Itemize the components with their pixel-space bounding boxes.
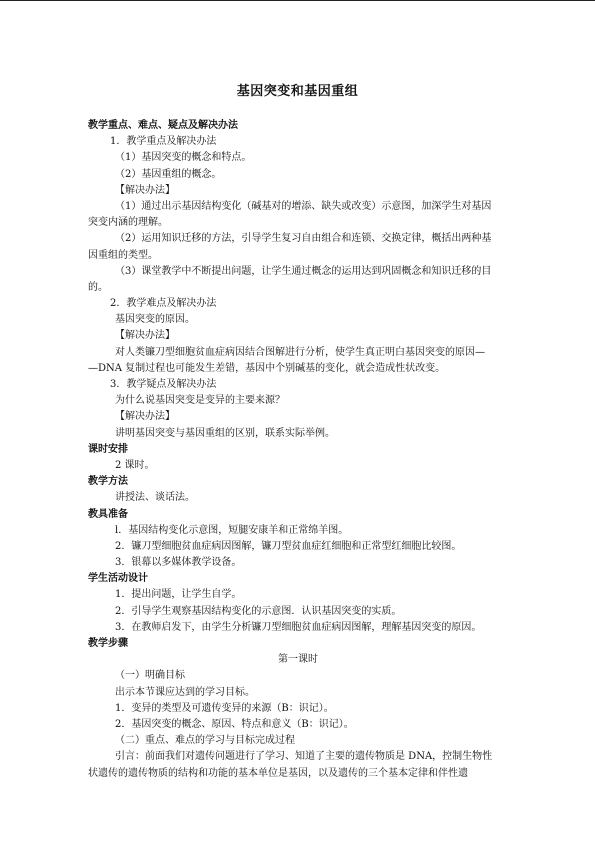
section-heading: 教学方法 xyxy=(88,476,128,488)
text-line: 3．银幕以多媒体教学设备。 xyxy=(115,557,242,569)
text-line: （1）通过出示基因结构变化（碱基对的增添、缺失或改变）示意图，加深学生对基因 xyxy=(115,200,492,212)
text-line: 3．教学疑点及解决办法 xyxy=(110,379,217,390)
text-line: 对人类镰刀型细胞贫血症病因结合图解进行分析，使学生真正明白基因突变的原因— xyxy=(115,346,485,358)
text-line: （1）基因突变的概念和特点。 xyxy=(115,152,252,164)
text-line: （一）明确目标 xyxy=(115,670,185,682)
text-line: （2）运用知识迁移的方法，引导学生复习自由组合和连锁、交换定律，概括出两种基 xyxy=(115,233,492,245)
text-line: 2．引导学生观察基因结构变化的示意图．认识基因突变的实质。 xyxy=(115,605,402,617)
text-line: 2．教学难点及解决办法 xyxy=(110,298,217,310)
page-top-border xyxy=(0,0,595,1)
text-line: —DNA 复制过程也可能发生差错，基因中个别碱基的变化，就会造成性状改变。 xyxy=(88,362,446,374)
text-line: 2．镰刀型细胞贫血症病因图解，镰刀型贫血症红细胞和正常型红细胞比较图。 xyxy=(115,540,462,552)
text-line: 状遗传的遗传物质的结构和功能的基本单位是基因，以及遗传的三个基本定律和伴性遗 xyxy=(88,767,468,779)
text-line: 1．提出问题，让学生自学。 xyxy=(115,589,242,601)
text-line: 的。 xyxy=(88,281,108,293)
section-heading: 教具准备 xyxy=(88,508,128,520)
document-body xyxy=(88,118,508,782)
section-heading: 学生活动设计 xyxy=(88,573,148,585)
text-line: 2 课时。 xyxy=(115,459,155,471)
text-line: 讲明基因突变与基因重组的区别，联系实际举例。 xyxy=(115,427,335,439)
text-line: 引言：前面我们对遗传问题进行了学习、知道了主要的遗传物质是 DNA，控制生物性 xyxy=(115,751,493,763)
text-line: （2）基因重组的概念。 xyxy=(115,168,222,180)
text-line: l．基因结构变化示意图，短腿安康羊和正常绵羊图。 xyxy=(115,524,349,536)
document-title: 基因突变和基因重组 xyxy=(236,84,359,99)
section-heading: 课时安排 xyxy=(88,443,128,455)
text-line: 1．变异的类型及可遗传变异的来源（B：识记）。 xyxy=(115,702,334,714)
section-heading: 教学重点、难点、疑点及解决办法 xyxy=(88,120,238,131)
text-line: 【解决办法】 xyxy=(115,411,175,423)
section-heading: 教学步骤 xyxy=(88,638,128,649)
text-line: 因重组的类型。 xyxy=(88,249,158,261)
text-line: 基因突变的原因。 xyxy=(115,314,195,326)
text-line: 为什么说基因突变是变异的主要来源？ xyxy=(115,395,285,407)
text-line: 【解决办法】 xyxy=(115,184,175,196)
text-line: 2．基因突变的概念、原因、特点和意义（B：识记）。 xyxy=(115,718,354,730)
lesson-heading: 第一课时 xyxy=(278,654,318,666)
text-line: 1．教学重点及解决办法 xyxy=(110,136,217,148)
text-line: （二）重点、难点的学习与目标完成过程 xyxy=(115,735,295,747)
text-line: 出示本节课应达到的学习目标。 xyxy=(115,686,255,698)
text-line: 突变内涵的理解。 xyxy=(88,217,168,229)
text-line: 3．在教师启发下，由学生分析镰刀型细胞贫血症病因图解，理解基因突变的原因。 xyxy=(115,621,482,633)
text-line: （3）课堂教学中不断提出问题，让学生通过概念的运用达到巩固概念和知识迁移的目 xyxy=(115,265,492,277)
text-line: 讲授法、谈话法。 xyxy=(115,492,195,504)
text-line: 【解决办法】 xyxy=(115,330,175,342)
